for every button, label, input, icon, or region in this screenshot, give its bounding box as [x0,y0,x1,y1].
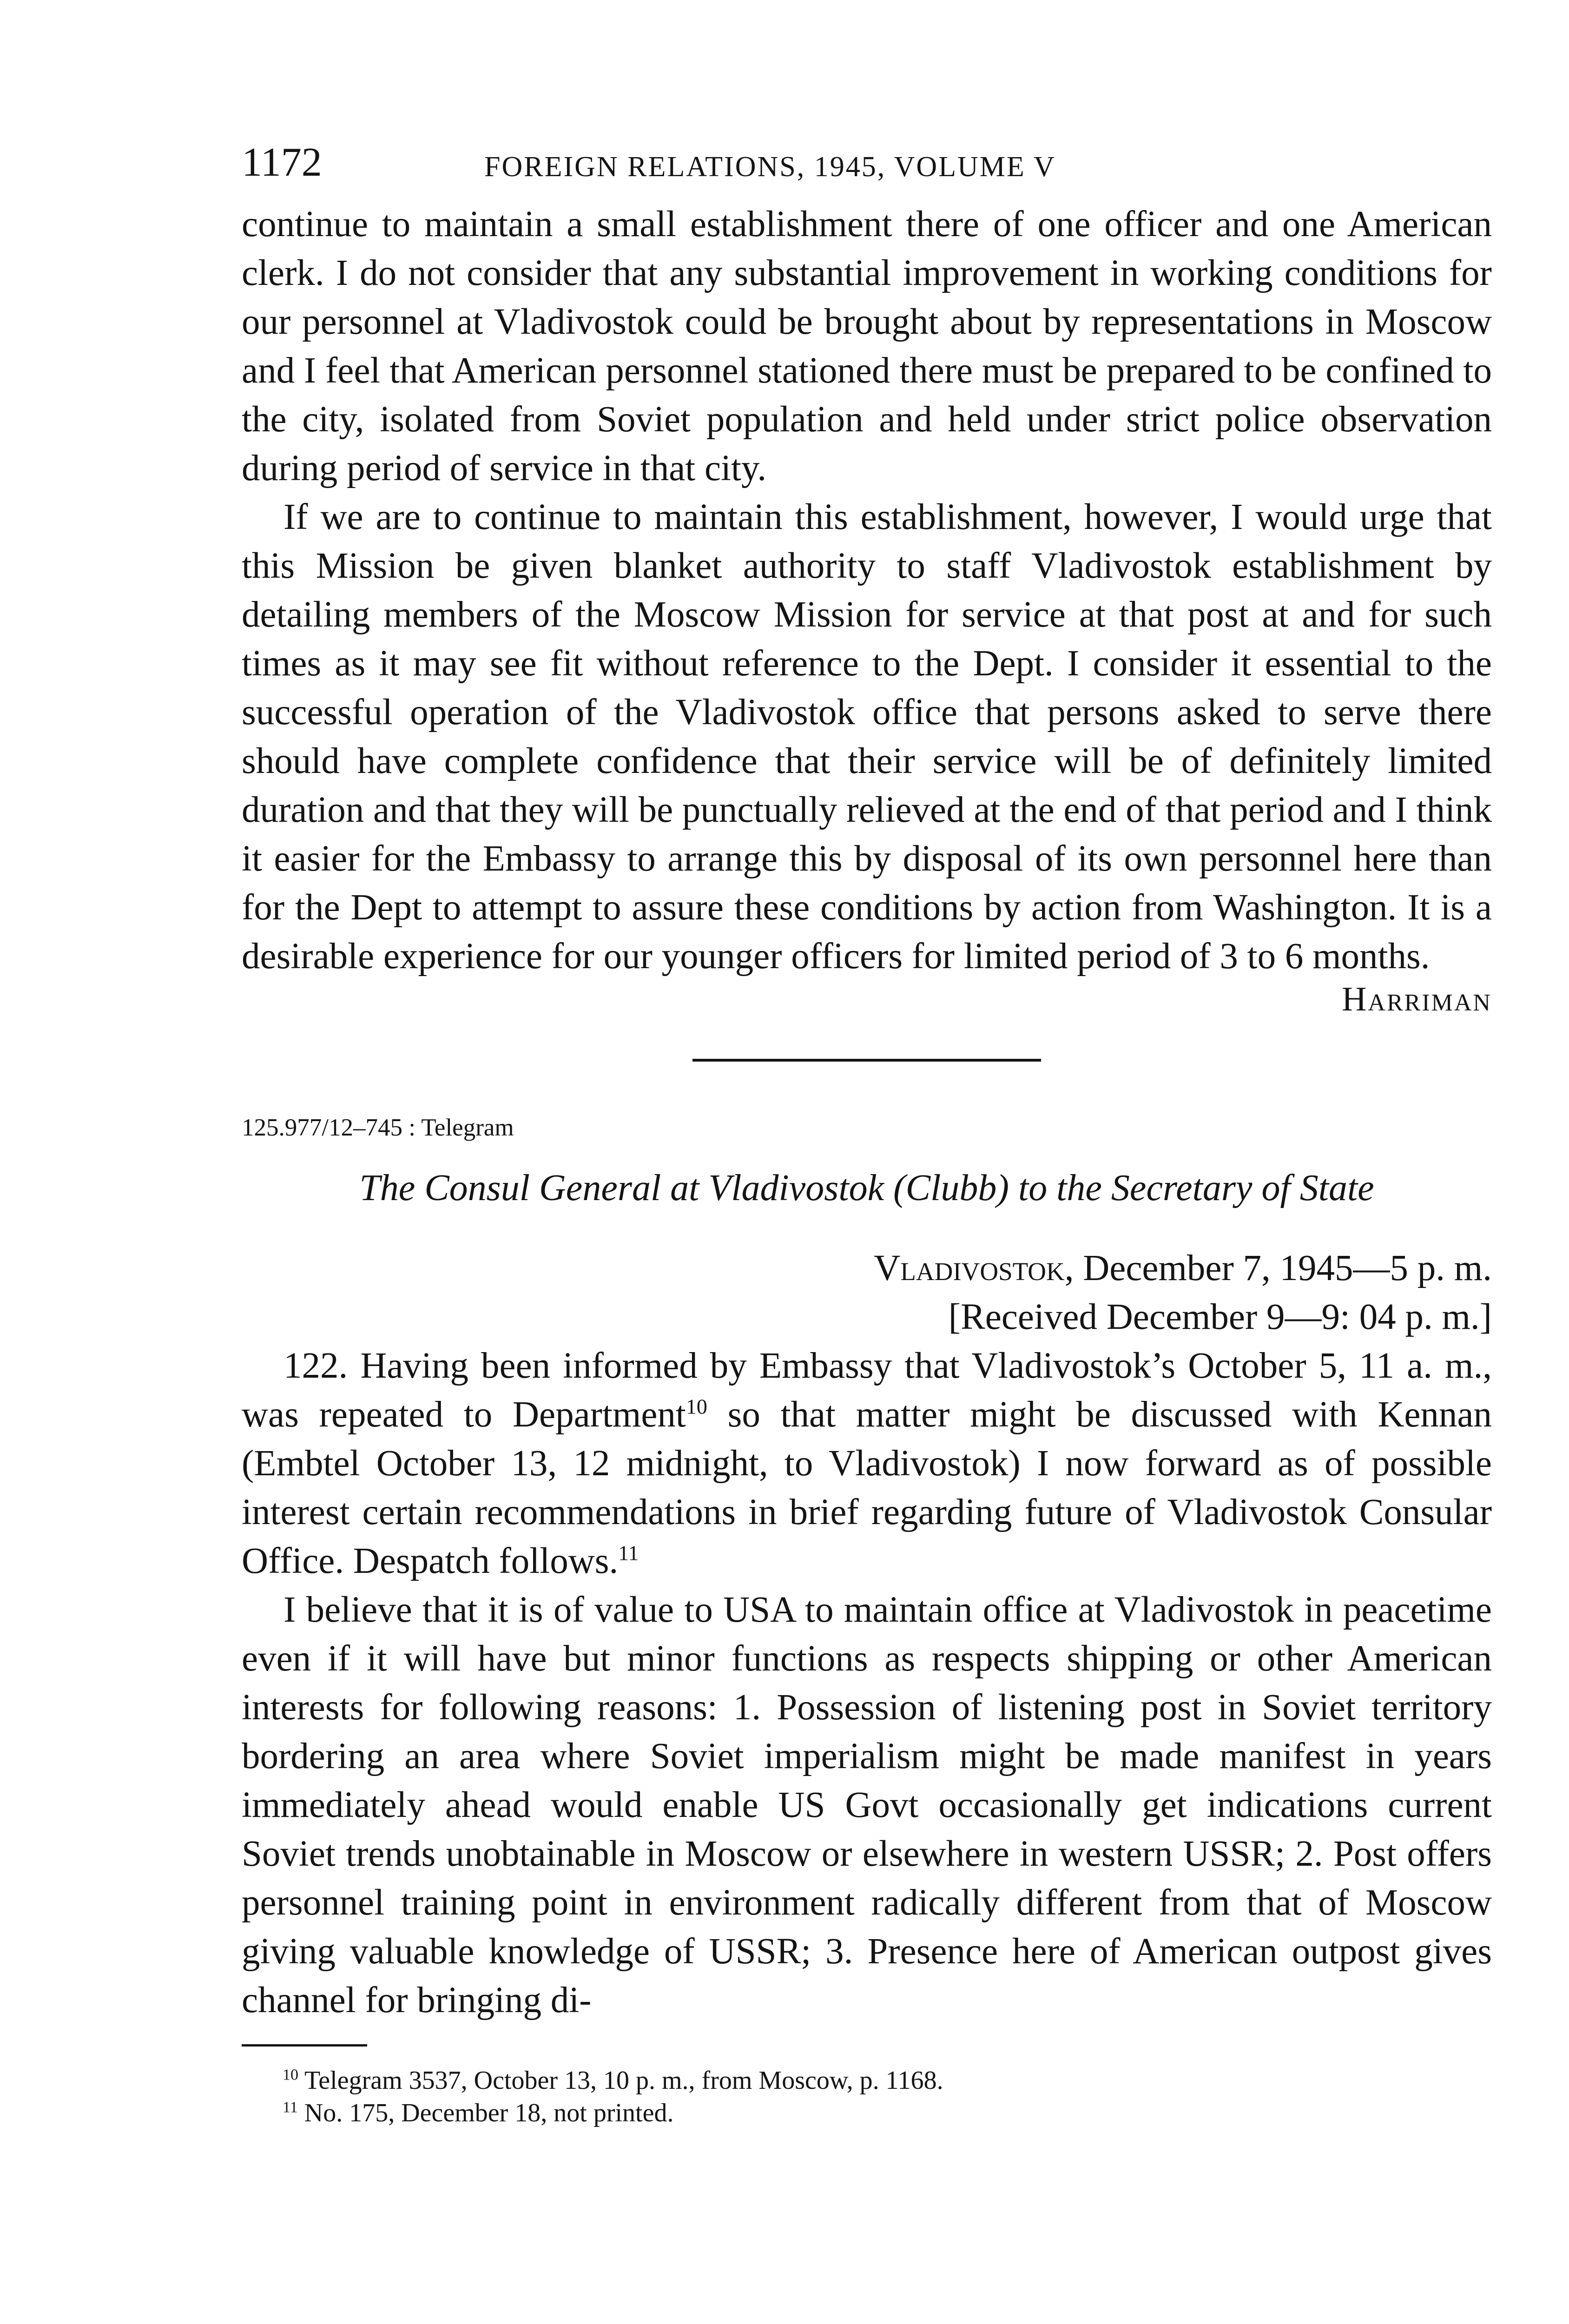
doc1-paragraph-2: If we are to continue to maintain this establishment, however, I would urge that this Mission be given blanket authority to staff Vladivostok establishment by detailing members of the Moscow Mission for service at that post at and for such times as it may see fit without reference to the Dept. I consider it essential to the successful operation of the Vladivostok office that persons asked to serve there should have complete confidence that their service will be of definitely limited duration and that they will be punctually relieved at the end of that period and I think it easier for the Embassy to arrange this by disposal of its own personnel here than for the Dept to attempt to assure these conditions by action from Washington. It is a desirable experience for our younger officers for limited period of 3 to 6 months. [242,497,1492,977]
dateline-place: Vladivostok [874,1248,1065,1288]
footnote-mark: 11 [283,2099,298,2116]
doc2-paragraph-1 [242,1341,1492,1585]
footnote-10 [242,2064,1492,2097]
footnote-11 [242,2097,1492,2129]
running-title: FOREIGN RELATIONS, 1945, VOLUME V [484,151,1056,183]
signature-harriman: Harriman [1341,980,1492,1018]
footnote-ref-11[interactable]: 11 [618,1541,639,1565]
doc2-paragraph-2: I believe that it is of value to USA to maintain office at Vladivostok in peacetime even if it will have but minor functions as respects shipping or other American interests for following reasons: 1. Possession of listening post in Soviet territory bordering an area where Soviet imperialism might be made manifest in years immediately ahead would enable US Govt occasionally get indications current Soviet trends unobtainable in Moscow or elsewhere in western USSR; 2. Post offers personnel training point in environment radically different from that of Moscow giving valuable knowledge of USSR; 3. Presence here of American outpost gives channel for bringing di- [242,1590,1492,2020]
footnote-text: Telegram 3537, October 13, 10 p. m., from Moscow, p. 1168. [304,2066,943,2095]
dateline-date: , December 7, 1945—5 p. m. [1064,1248,1492,1288]
received-line: [Received December 9—9: 04 p. m.] [948,1297,1492,1337]
document-page [242,139,1492,2129]
footnote-mark: 10 [283,2066,298,2084]
page-number: 1172 [242,140,322,185]
doc2-paragraph-1-text-a: 122. Having been informed by Embassy that Vladivostok’s October 5, 11 a. m., was repeated to Department [242,1346,1492,1435]
running-header [242,139,1492,200]
dateline [242,1244,1492,1293]
doc1-paragraph-1: continue to maintain a small establishment there of one officer and one American clerk. I do not consider that any substantial improvement in working conditions for our personnel at Vladivostok could be brought about by representations in Moscow and I feel that American personnel stationed there must be prepared to be confined to the city, isolated from Soviet population and held under strict police observation during period of service in that city. [242,204,1492,489]
footnote-ref-10[interactable]: 10 [686,1394,707,1419]
doc2-paragraph-1-text-b: so that matter might be discussed with Kennan (Embtel October 13, 12 midnight, to Vladivostok) I now forward as of possible interest certain recommendations in brief regarding future of Vladivostok Consular Office. Despatch follows. [242,1394,1492,1581]
footnote-rule [242,2044,367,2047]
footnote-text: No. 175, December 18, not printed. [304,2099,674,2127]
document-title: The Consul General at Vladivostok (Clubb) to the Secretary of State [359,1168,1374,1208]
file-reference: 125.977/12–745 : Telegram [242,1114,514,1141]
section-divider [692,1059,1041,1062]
